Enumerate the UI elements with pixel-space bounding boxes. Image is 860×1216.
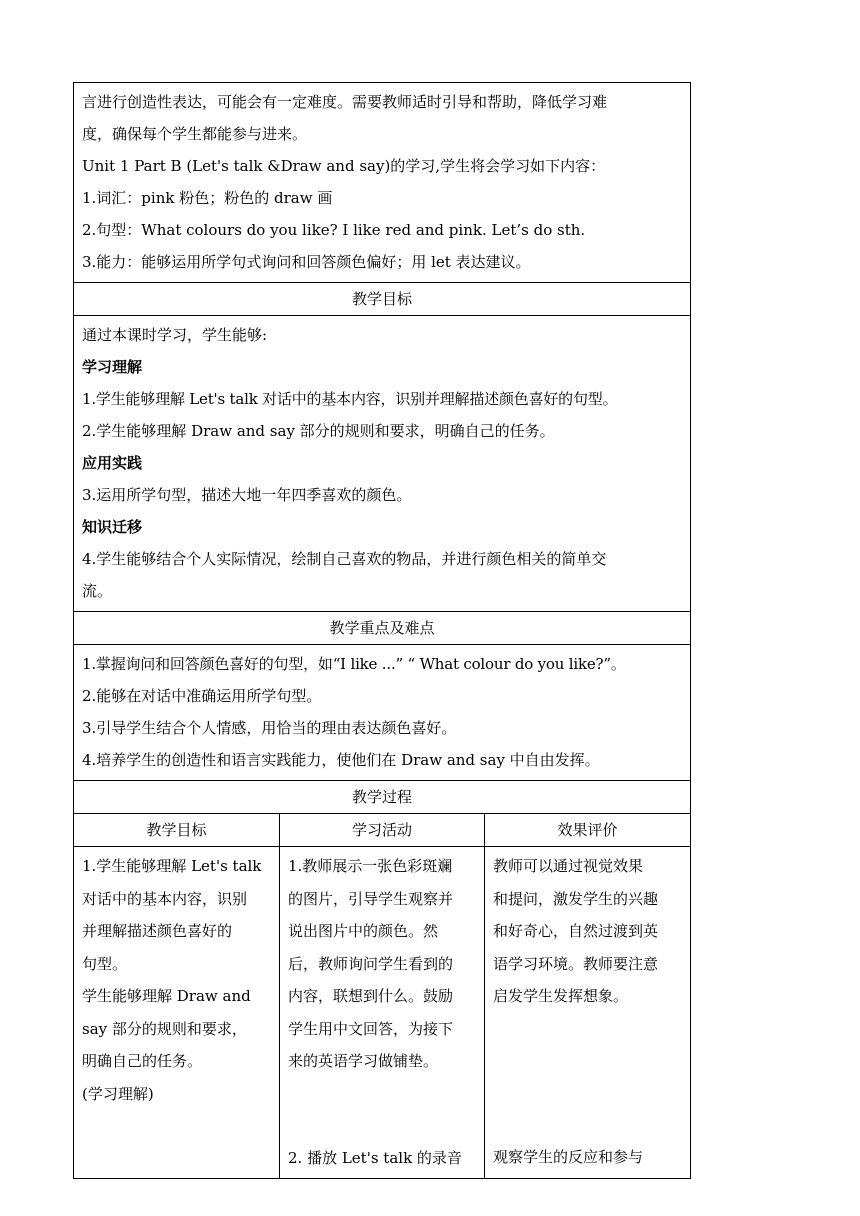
objective-item: 3.运用所学句型，描述大地一年四季喜欢的颜色。	[82, 486, 412, 504]
key-point-item: 2.能够在对话中准确运用所学句型。	[82, 687, 322, 705]
intro-cell	[74, 83, 691, 283]
document-page	[73, 82, 690, 1179]
cell-line: 并理解描述颜色喜好的	[82, 922, 233, 940]
intro-line: 1.词汇：pink 粉色；粉色的 draw 画	[82, 189, 333, 207]
key-points-heading: 教学重点及难点	[74, 612, 691, 645]
objectives-cell	[74, 316, 691, 612]
key-points-heading-row	[74, 612, 691, 645]
objectives-subheading: 学习理解	[82, 358, 143, 376]
column-header-activity: 学习活动	[280, 814, 485, 847]
spacer	[493, 1109, 682, 1141]
cell-line: 学生用中文回答，为接下	[288, 1019, 454, 1038]
cell-line: 的图片，引导学生观察并	[288, 889, 454, 908]
column-header-objective: 教学目标	[74, 814, 280, 847]
spacer	[493, 1013, 682, 1045]
intro-row	[74, 83, 691, 283]
intro-line: 2.句型：What colours do you like? I like red and pink. Let’s do sth.	[82, 221, 586, 239]
key-points-cell	[74, 645, 691, 781]
cell-line: 和好奇心，自然过渡到英	[493, 922, 659, 940]
cell-line: 内容，联想到什么。鼓励	[288, 987, 454, 1005]
cell-line: 对话中的基本内容，识别	[82, 889, 248, 908]
process-row	[74, 847, 691, 1179]
objective-item: 2.学生能够理解 Draw and say 部分的规则和要求，明确自己的任务。	[82, 422, 555, 440]
cell-line: 明确自己的任务。	[82, 1052, 203, 1070]
cell-line: 启发学生发挥想象。	[493, 987, 629, 1005]
cell-line: 后，教师询问学生看到的	[288, 954, 454, 973]
spacer	[493, 1077, 682, 1109]
objectives-intro: 通过本课时学习，学生能够:	[82, 326, 268, 344]
intro-line: 度，确保每个学生都能参与进来。	[82, 125, 308, 143]
cell-line: (学习理解)	[82, 1084, 154, 1103]
intro-line: 言进行创造性表达，可能会有一定难度。需要教师适时引导和帮助，降低学习难	[82, 93, 608, 111]
cell-line: 和提问，激发学生的兴趣	[493, 889, 659, 908]
process-heading: 教学过程	[74, 781, 691, 814]
spacer	[288, 1110, 476, 1142]
cell-line: 学生能够理解 Draw and	[82, 987, 251, 1005]
key-point-item: 3.引导学生结合个人情感，用恰当的理由表达颜色喜好。	[82, 719, 457, 737]
process-heading-row	[74, 781, 691, 814]
cell-line: 句型。	[82, 954, 128, 973]
cell-line: 1.学生能够理解 Let's talk	[82, 857, 262, 875]
intro-line: Unit 1 Part B (Let's talk &Draw and say)的学习,学生将会学习如下内容：	[82, 157, 606, 175]
process-objective-cell	[74, 847, 280, 1179]
spacer	[493, 1045, 682, 1077]
lesson-plan-table	[73, 82, 691, 1179]
cell-line: 1.教师展示一张色彩斑斓	[288, 857, 453, 875]
process-columns-row	[74, 814, 691, 847]
objective-item: 1.学生能够理解 Let's talk 对话中的基本内容，识别并理解描述颜色喜好的句型。	[82, 390, 618, 408]
column-header-evaluation: 效果评价	[485, 814, 691, 847]
objectives-heading: 教学目标	[74, 283, 691, 316]
objectives-row	[74, 316, 691, 612]
cell-line: 2. 播放 Let's talk 的录音	[288, 1148, 462, 1167]
process-evaluation-cell	[485, 847, 691, 1179]
spacer	[288, 1078, 476, 1110]
key-points-row	[74, 645, 691, 781]
process-activity-cell	[280, 847, 485, 1179]
key-point-item: 1.掌握询问和回答颜色喜好的句型，如“I like ...” “ What colour do you like?”。	[82, 655, 626, 673]
intro-line: 3.能力：能够运用所学句式询问和回答颜色偏好；用 let 表达建议。	[82, 253, 531, 271]
cell-line: 说出图片中的颜色。然	[288, 922, 439, 940]
objectives-subheading: 知识迁移	[82, 518, 143, 536]
objectives-heading-row	[74, 283, 691, 316]
objective-item: 流。	[82, 582, 113, 600]
key-point-item: 4.培养学生的创造性和语言实践能力，使他们在 Draw and say 中自由发挥。	[82, 751, 600, 769]
cell-line: 来的英语学习做铺垫。	[288, 1052, 439, 1070]
cell-line: 观察学生的反应和参与	[493, 1147, 644, 1166]
cell-line: say 部分的规则和要求，	[82, 1019, 247, 1038]
objectives-subheading: 应用实践	[82, 454, 143, 472]
cell-line: 教师可以通过视觉效果	[493, 857, 644, 875]
cell-line: 语学习环境。教师要注意	[493, 954, 659, 973]
objective-item: 4.学生能够结合个人实际情况，绘制自己喜欢的物品，并进行颜色相关的简单交	[82, 550, 607, 568]
